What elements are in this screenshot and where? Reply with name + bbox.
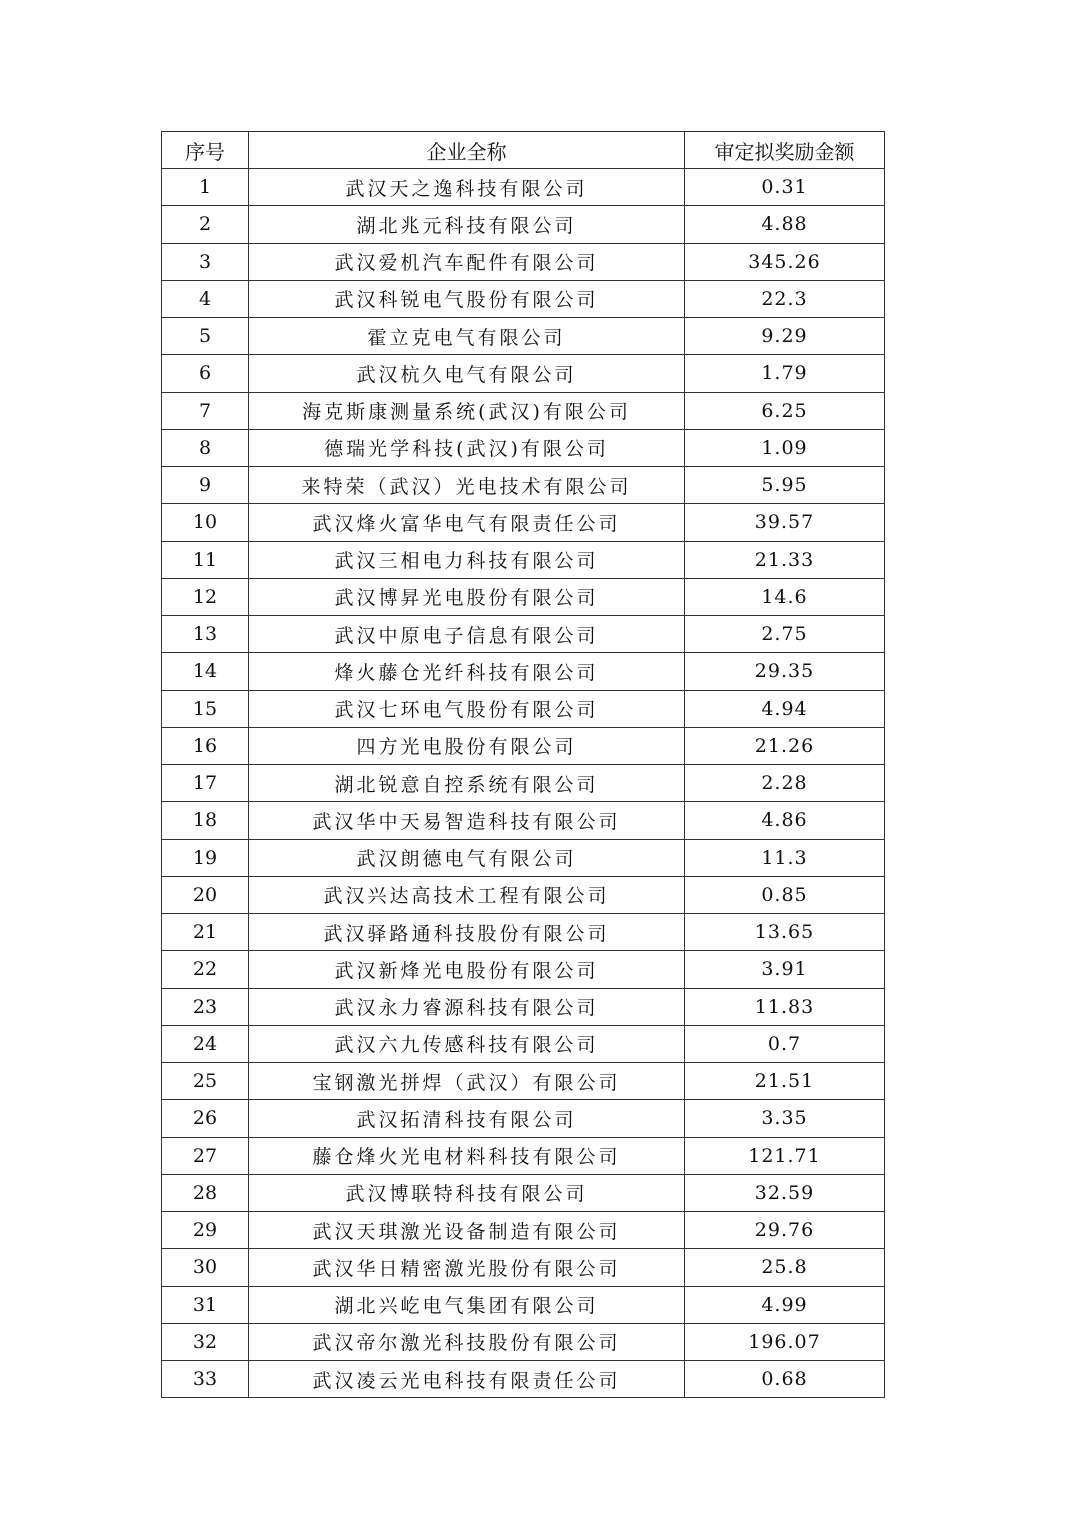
serial-number-cell: 8	[162, 429, 249, 466]
table-row	[162, 839, 885, 876]
serial-number-cell: 7	[162, 392, 249, 429]
award-amount-cell: 4.99	[685, 1286, 885, 1323]
table-body	[162, 169, 885, 1398]
serial-number-cell: 18	[162, 802, 249, 839]
table-row	[162, 1063, 885, 1100]
table-row	[162, 802, 885, 839]
award-amount-cell: 11.83	[685, 988, 885, 1025]
award-amount-cell: 22.3	[685, 280, 885, 317]
table-row	[162, 504, 885, 541]
table-row	[162, 1100, 885, 1137]
award-amount-cell: 121.71	[685, 1137, 885, 1174]
table-row	[162, 578, 885, 615]
serial-number-cell: 31	[162, 1286, 249, 1323]
award-amount-cell: 6.25	[685, 392, 885, 429]
table-row	[162, 690, 885, 727]
company-name-cell: 武汉科锐电气股份有限公司	[249, 280, 685, 317]
company-name-cell: 武汉永力睿源科技有限公司	[249, 988, 685, 1025]
award-amount-cell: 0.7	[685, 1025, 885, 1062]
company-name-cell: 武汉爱机汽车配件有限公司	[249, 243, 685, 280]
table-row	[162, 1025, 885, 1062]
table-header	[162, 132, 885, 169]
serial-number-cell: 30	[162, 1249, 249, 1286]
award-amount-cell: 2.28	[685, 765, 885, 802]
company-name-cell: 武汉烽火富华电气有限责任公司	[249, 504, 685, 541]
company-name-cell: 武汉博昇光电股份有限公司	[249, 578, 685, 615]
company-name-cell: 武汉华中天易智造科技有限公司	[249, 802, 685, 839]
serial-number-cell: 1	[162, 169, 249, 206]
table-row	[162, 988, 885, 1025]
company-name-cell: 武汉七环电气股份有限公司	[249, 690, 685, 727]
award-amount-cell: 39.57	[685, 504, 885, 541]
serial-number-cell: 4	[162, 280, 249, 317]
serial-number-cell: 15	[162, 690, 249, 727]
serial-number-cell: 12	[162, 578, 249, 615]
table-row	[162, 318, 885, 355]
award-amount-cell: 11.3	[685, 839, 885, 876]
company-name-cell: 武汉博联特科技有限公司	[249, 1174, 685, 1211]
serial-number-cell: 14	[162, 653, 249, 690]
company-name-cell: 德瑞光学科技(武汉)有限公司	[249, 429, 685, 466]
serial-number-cell: 3	[162, 243, 249, 280]
award-amount-cell: 3.35	[685, 1100, 885, 1137]
serial-number-cell: 2	[162, 206, 249, 243]
company-name-cell: 武汉三相电力科技有限公司	[249, 541, 685, 578]
award-amount-cell: 2.75	[685, 616, 885, 653]
award-amount-cell: 21.51	[685, 1063, 885, 1100]
table-row	[162, 1212, 885, 1249]
award-amount-cell: 13.65	[685, 914, 885, 951]
company-name-cell: 武汉六九传感科技有限公司	[249, 1025, 685, 1062]
table-row	[162, 653, 885, 690]
serial-number-cell: 9	[162, 467, 249, 504]
serial-number-cell: 5	[162, 318, 249, 355]
table-row	[162, 355, 885, 392]
award-amount-cell: 0.68	[685, 1361, 885, 1398]
header-award-amount: 审定拟奖励金额	[685, 132, 885, 169]
company-name-cell: 海克斯康测量系统(武汉)有限公司	[249, 392, 685, 429]
table-row	[162, 467, 885, 504]
table-row	[162, 392, 885, 429]
award-amount-cell: 25.8	[685, 1249, 885, 1286]
table-row	[162, 541, 885, 578]
serial-number-cell: 19	[162, 839, 249, 876]
table-row	[162, 1174, 885, 1211]
company-name-cell: 武汉驿路通科技股份有限公司	[249, 914, 685, 951]
company-name-cell: 湖北兴屹电气集团有限公司	[249, 1286, 685, 1323]
serial-number-cell: 29	[162, 1212, 249, 1249]
award-amount-cell: 196.07	[685, 1323, 885, 1360]
award-amount-cell: 5.95	[685, 467, 885, 504]
company-name-cell: 武汉天之逸科技有限公司	[249, 169, 685, 206]
table-row	[162, 429, 885, 466]
serial-number-cell: 10	[162, 504, 249, 541]
table-row	[162, 616, 885, 653]
company-name-cell: 武汉中原电子信息有限公司	[249, 616, 685, 653]
serial-number-cell: 28	[162, 1174, 249, 1211]
serial-number-cell: 26	[162, 1100, 249, 1137]
table-row	[162, 914, 885, 951]
table-row	[162, 1137, 885, 1174]
table-row	[162, 876, 885, 913]
serial-number-cell: 22	[162, 951, 249, 988]
company-name-cell: 武汉华日精密激光股份有限公司	[249, 1249, 685, 1286]
award-amount-cell: 29.76	[685, 1212, 885, 1249]
company-name-cell: 武汉凌云光电科技有限责任公司	[249, 1361, 685, 1398]
serial-number-cell: 6	[162, 355, 249, 392]
award-amount-cell: 3.91	[685, 951, 885, 988]
award-amount-cell: 1.09	[685, 429, 885, 466]
award-table	[161, 131, 885, 1398]
serial-number-cell: 11	[162, 541, 249, 578]
company-name-cell: 武汉兴达高技术工程有限公司	[249, 876, 685, 913]
award-amount-cell: 14.6	[685, 578, 885, 615]
award-amount-cell: 32.59	[685, 1174, 885, 1211]
company-name-cell: 武汉杭久电气有限公司	[249, 355, 685, 392]
award-amount-cell: 4.94	[685, 690, 885, 727]
table-row	[162, 727, 885, 764]
serial-number-cell: 16	[162, 727, 249, 764]
header-company-name: 企业全称	[249, 132, 685, 169]
header-serial-number: 序号	[162, 132, 249, 169]
company-name-cell: 武汉帝尔激光科技股份有限公司	[249, 1323, 685, 1360]
company-name-cell: 霍立克电气有限公司	[249, 318, 685, 355]
company-name-cell: 武汉拓清科技有限公司	[249, 1100, 685, 1137]
serial-number-cell: 33	[162, 1361, 249, 1398]
award-amount-cell: 4.86	[685, 802, 885, 839]
table-row	[162, 1361, 885, 1398]
company-name-cell: 来特荣（武汉）光电技术有限公司	[249, 467, 685, 504]
table-row	[162, 280, 885, 317]
serial-number-cell: 24	[162, 1025, 249, 1062]
table-row	[162, 1286, 885, 1323]
award-amount-cell: 4.88	[685, 206, 885, 243]
company-name-cell: 武汉天琪激光设备制造有限公司	[249, 1212, 685, 1249]
award-amount-cell: 29.35	[685, 653, 885, 690]
table-row	[162, 243, 885, 280]
table-row	[162, 951, 885, 988]
award-amount-cell: 1.79	[685, 355, 885, 392]
company-name-cell: 烽火藤仓光纤科技有限公司	[249, 653, 685, 690]
award-amount-cell: 345.26	[685, 243, 885, 280]
company-name-cell: 武汉朗德电气有限公司	[249, 839, 685, 876]
serial-number-cell: 27	[162, 1137, 249, 1174]
table-row	[162, 1323, 885, 1360]
serial-number-cell: 20	[162, 876, 249, 913]
award-amount-cell: 0.31	[685, 169, 885, 206]
serial-number-cell: 21	[162, 914, 249, 951]
table-row	[162, 169, 885, 206]
table-row	[162, 765, 885, 802]
award-amount-cell: 0.85	[685, 876, 885, 913]
award-amount-cell: 21.33	[685, 541, 885, 578]
serial-number-cell: 25	[162, 1063, 249, 1100]
company-name-cell: 宝钢激光拼焊（武汉）有限公司	[249, 1063, 685, 1100]
table-row	[162, 206, 885, 243]
company-name-cell: 湖北锐意自控系统有限公司	[249, 765, 685, 802]
serial-number-cell: 17	[162, 765, 249, 802]
company-name-cell: 藤仓烽火光电材料科技有限公司	[249, 1137, 685, 1174]
award-amount-cell: 21.26	[685, 727, 885, 764]
table-row	[162, 1249, 885, 1286]
company-name-cell: 湖北兆元科技有限公司	[249, 206, 685, 243]
serial-number-cell: 32	[162, 1323, 249, 1360]
serial-number-cell: 13	[162, 616, 249, 653]
serial-number-cell: 23	[162, 988, 249, 1025]
company-name-cell: 武汉新烽光电股份有限公司	[249, 951, 685, 988]
company-name-cell: 四方光电股份有限公司	[249, 727, 685, 764]
header-row	[162, 132, 885, 169]
award-amount-cell: 9.29	[685, 318, 885, 355]
